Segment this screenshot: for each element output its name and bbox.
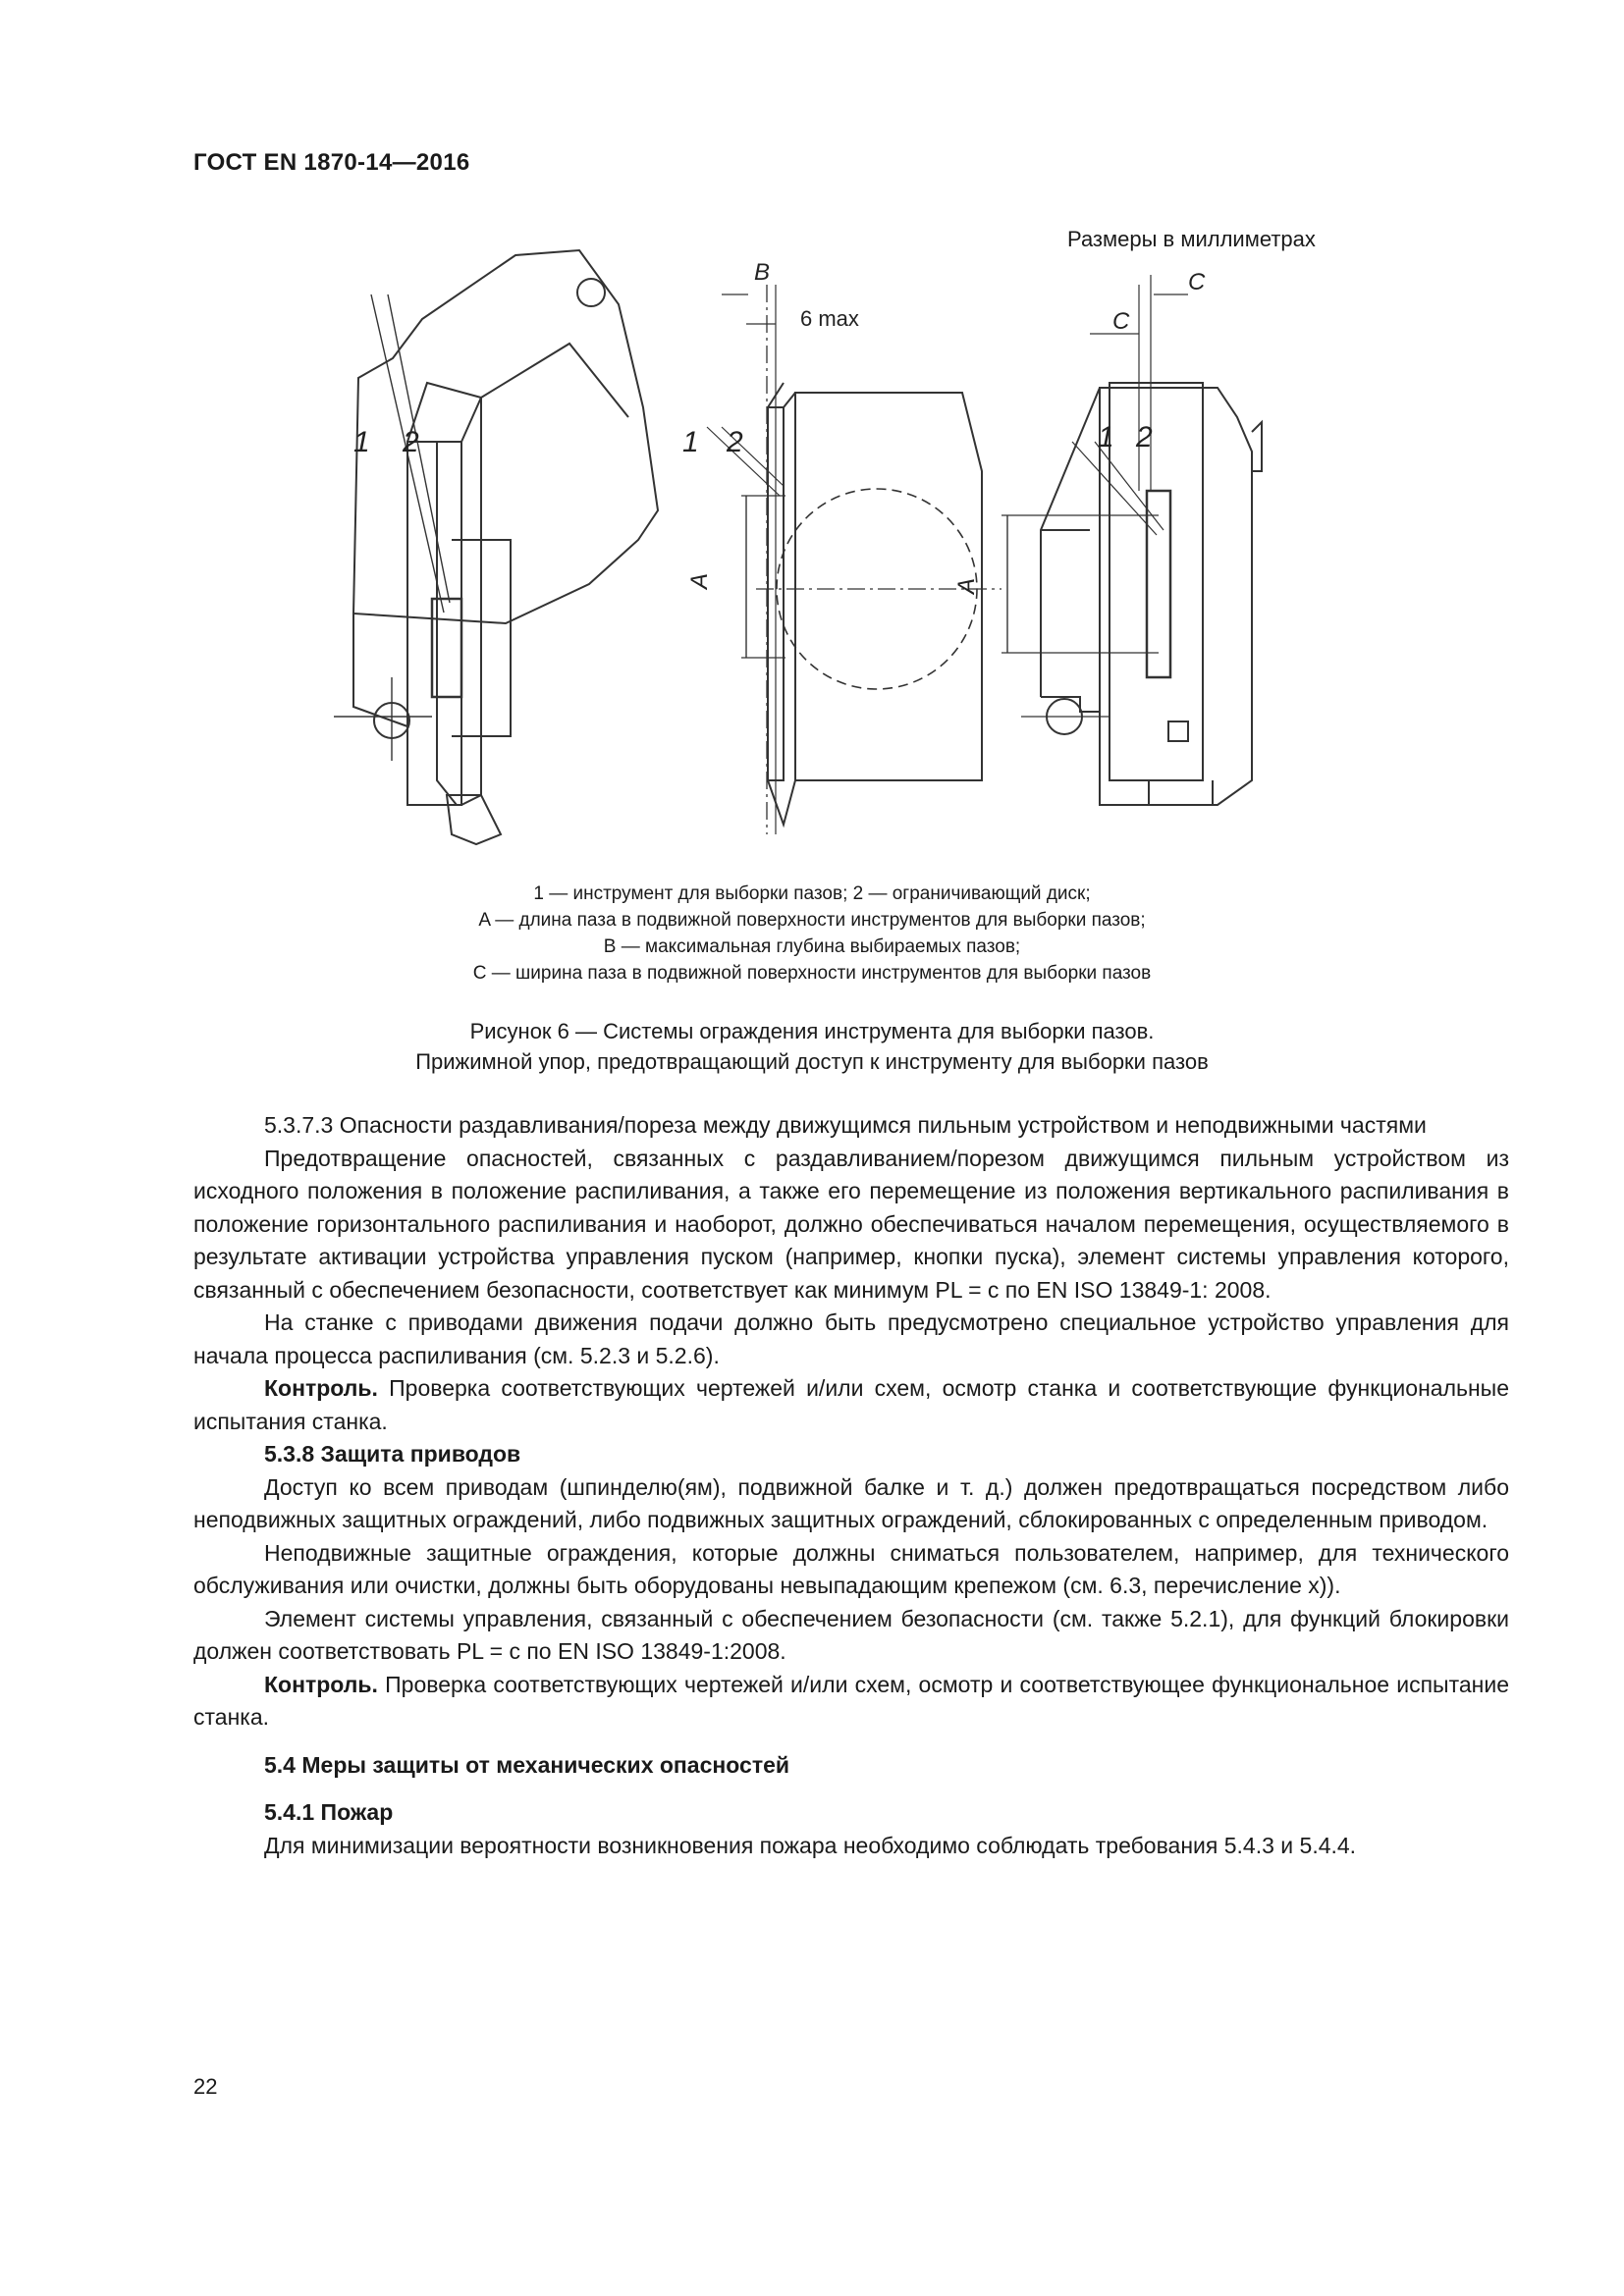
legend-row: B — максимальная глубина выбираемых пазов; <box>603 936 1021 957</box>
side-label-2: 2 <box>727 426 743 458</box>
iso-guard-outline <box>353 250 658 623</box>
front-label-2: 2 <box>1136 421 1153 454</box>
paragraph: На станке с приводами движения подачи должно быть предусмотрено специальное устройство управления для начала процесса распиливания (см. 5.2.3 и 5.2.6). <box>193 1309 1509 1368</box>
front-slot <box>1147 491 1170 677</box>
paragraph: Элемент системы управления, связанный с обеспечением безопасности (см. также 5.2.1), для функций блокировки должен соответствовать PL = с по EN ISO 13849-1:2008. <box>193 1605 1509 1664</box>
paragraph <box>193 1669 1509 1735</box>
caption-line-1: Рисунок 6 — Системы ограждения инструмента для выборки пазов. <box>469 1019 1155 1043</box>
dim-label-a-side: A <box>686 572 713 589</box>
legend-row: A — длина паза в подвижной поверхности инструментов для выборки пазов; <box>478 910 1146 931</box>
caption-line-2: Прижимной упор, предотвращающий доступ к инструменту для выборки пазов <box>415 1049 1209 1074</box>
page-number: 22 <box>193 2074 218 2099</box>
side-label-1: 1 <box>682 426 699 458</box>
figure-caption <box>193 1016 1431 1077</box>
paragraph-rest: Проверка соответствующих чертежей и/или схем, осмотр и соответствующее функциональное испытание станка. <box>193 1671 1509 1730</box>
iso-label-2: 2 <box>403 426 419 458</box>
dim-label-a-front: A <box>953 577 980 594</box>
body-text <box>193 1109 1509 1862</box>
dim-label-6max: 6 max <box>800 306 859 331</box>
paragraph: Доступ ко всем приводам (шпинделю(ям), подвижной балке и т. д.) должен предотвращаться посредством либо неподвижных защитных ограждений, либо подвижных защитных ограждений, сблокированных с определенным приводом. <box>193 1473 1509 1532</box>
units-note: Размеры в миллиметрах <box>1067 227 1316 251</box>
iso-plate-front <box>437 442 457 805</box>
paragraph: Предотвращение опасностей, связанных с раздавливанием/порезом движущимся пильным устройством из исходного положения в положение распиливания, а также его перемещение из положения вертикального распиливания в положение горизонтального распиливания и наоборот, должно обеспечиваться началом перемещения, осуществляемого в результате активации устройства управления пуском (например, кнопки пуска), элемент системы управления которого, связанный с обеспечением безопасности, соответствует как минимум PL = с по EN ISO 13849-1: 2008. <box>193 1145 1509 1303</box>
figure-legend <box>193 881 1431 987</box>
control-label: Контроль. <box>264 1375 378 1401</box>
front-body <box>1100 388 1252 805</box>
iso-plate <box>407 442 461 805</box>
paragraph: Для минимизации вероятности возникновения пожара необходимо соблюдать требования 5.4.3 и 5.4.4. <box>264 1832 1357 1858</box>
paragraph <box>193 1372 1509 1438</box>
legend-row: 1 — инструмент для выборки пазов; 2 — ограничивающий диск; <box>533 883 1091 904</box>
figure-6-drawing <box>334 245 1365 864</box>
control-label: Контроль. <box>264 1671 378 1697</box>
section-heading-538: 5.3.8 Защита приводов <box>264 1441 521 1467</box>
section-heading-541: 5.4.1 Пожар <box>264 1799 394 1825</box>
front-label-1: 1 <box>1098 421 1114 454</box>
iso-label-1: 1 <box>353 426 370 458</box>
paragraph: 5.3.7.3 Опасности раздавливания/пореза между движущимся пильным устройством и неподвижными частями <box>264 1112 1427 1138</box>
legend-row: C — ширина паза в подвижной поверхности инструментов для выборки пазов <box>472 963 1152 984</box>
document-code-header: ГОСТ EN 1870-14—2016 <box>193 149 470 176</box>
dim-label-c-left: C <box>1112 308 1130 335</box>
dim-label-b: B <box>754 259 771 286</box>
iso-knob-top <box>577 279 605 306</box>
iso-side <box>461 398 481 805</box>
paragraph: Неподвижные защитные ограждения, которые должны сниматься пользователем, например, для технического обслуживания или очистки, должны быть оборудованы невыпадающим крепежом (см. 6.3, перечисление х)). <box>193 1539 1509 1598</box>
paragraph-rest: Проверка соответствующих чертежей и/или схем, осмотр станка и соответствующие функциональные испытания станка. <box>193 1375 1509 1434</box>
section-heading-54: 5.4 Меры защиты от механических опасностей <box>264 1751 790 1778</box>
dim-label-c-right: C <box>1188 269 1206 295</box>
